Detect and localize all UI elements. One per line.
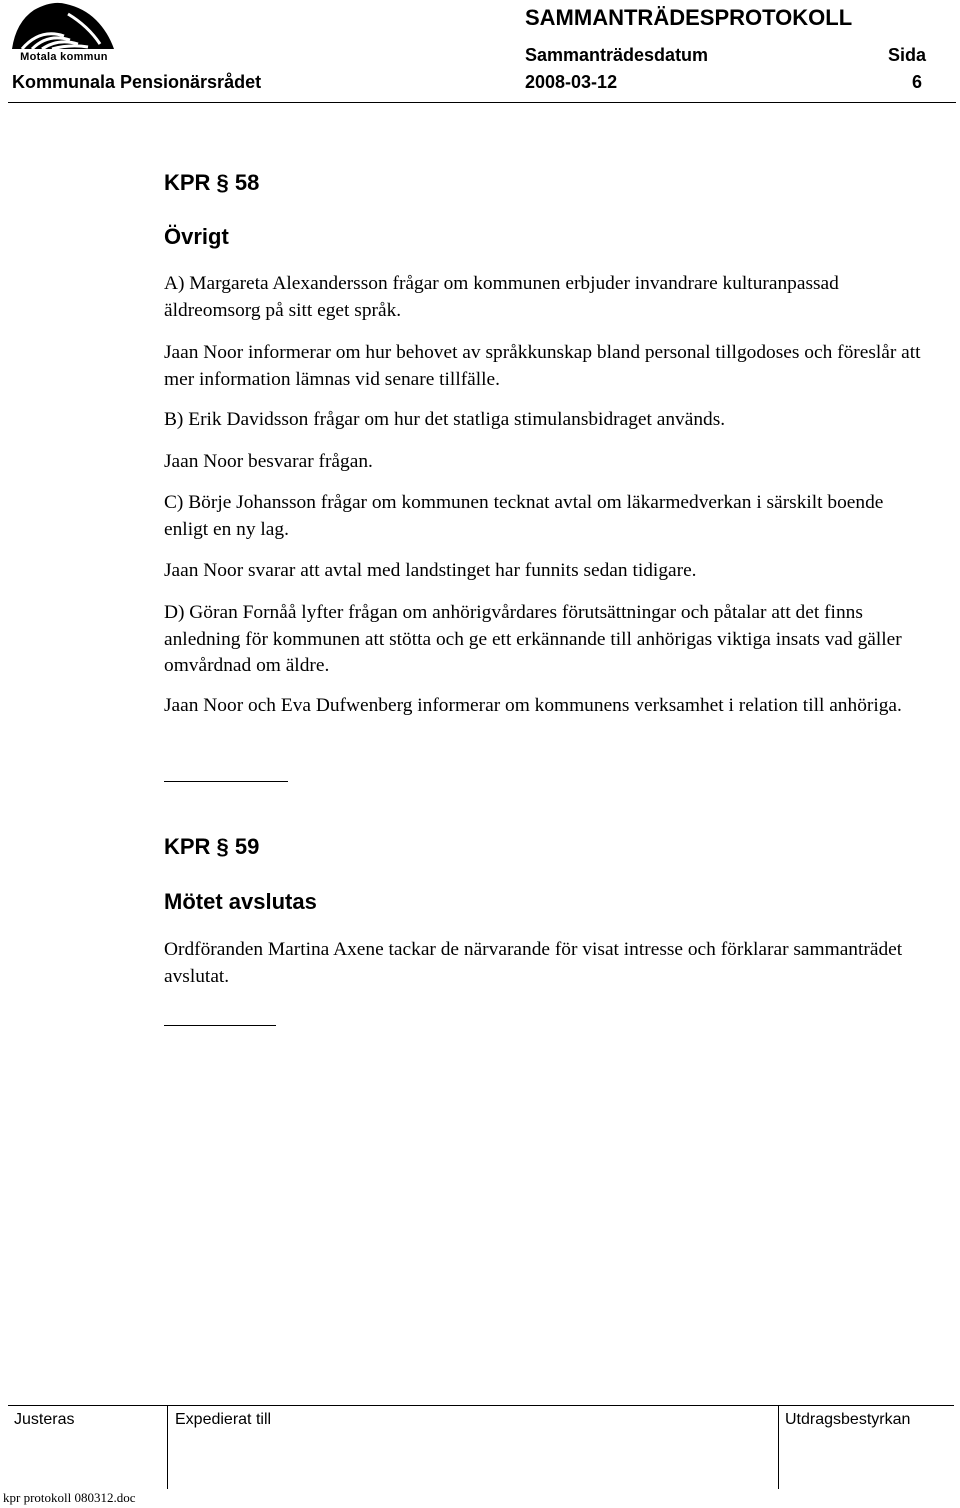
logo-text: Motala kommun [20, 51, 108, 63]
document-type-title: SAMMANTRÄDESPROTOKOLL [525, 5, 853, 30]
page-label: Sida [888, 45, 927, 65]
paragraph: D) Göran Fornåå lyfter frågan om anhörigvårdares förutsättningar och påtalar att det finns anledning för kommunen att stötta och ge ett erkännande till anhörigas viktiga insats vad gäller omvårdnad om äldre. [164, 602, 902, 676]
footer-divider [8, 1405, 954, 1406]
paragraph: Jaan Noor svarar att avtal med landstinget har funnits sedan tidigare. [164, 560, 697, 581]
section-separator [164, 781, 288, 782]
footer-column-divider [778, 1405, 779, 1489]
paragraph: B) Erik Davidsson frågar om hur det statliga stimulansbidraget används. [164, 409, 726, 430]
section-separator [164, 1025, 276, 1026]
paragraph: Jaan Noor och Eva Dufwenberg informerar om kommunens verksamhet i relation till anhöriga. [164, 695, 902, 716]
meeting-date: 2008-03-12 [525, 72, 618, 92]
meeting-date-label: Sammanträdesdatum [525, 45, 709, 65]
section-number: KPR § 59 [164, 834, 260, 859]
paragraph: Jaan Noor informerar om hur behovet av språkkunskap bland personal tillgodoses och föreslår att mer information lämnas vid senare tillfälle. [164, 342, 921, 390]
section-number: KPR § 58 [164, 170, 260, 195]
footer-expedierat-label: Expedierat till [175, 1411, 272, 1428]
paragraph: Ordföranden Martina Axene tackar de närvarande för visat intresse och förklarar sammanträdet avslutat. [164, 939, 903, 987]
organization-name: Kommunala Pensionärsrådet [12, 72, 262, 92]
section-title: Övrigt [164, 224, 229, 249]
paragraph: Jaan Noor besvarar frågan. [164, 451, 373, 472]
footer-utdragsbestyrkan-label: Utdragsbestyrkan [785, 1411, 911, 1428]
document-filename: kpr protokoll 080312.doc [3, 1490, 136, 1505]
page-number: 6 [912, 72, 923, 92]
header-divider [8, 102, 956, 103]
paragraph: C) Börje Johansson frågar om kommunen tecknat avtal om läkarmedverkan i särskilt boende enligt en ny lag. [164, 492, 884, 540]
paragraph: A) Margareta Alexandersson frågar om kommunen erbjuder invandrare kulturanpassad äldreomsorg på sitt eget språk. [164, 273, 839, 321]
footer-column-divider [167, 1405, 168, 1489]
motala-kommun-logo [8, 0, 120, 70]
footer-justeras-label: Justeras [14, 1411, 75, 1428]
section-title: Mötet avslutas [164, 889, 317, 914]
logo-emblem-icon [8, 0, 120, 52]
